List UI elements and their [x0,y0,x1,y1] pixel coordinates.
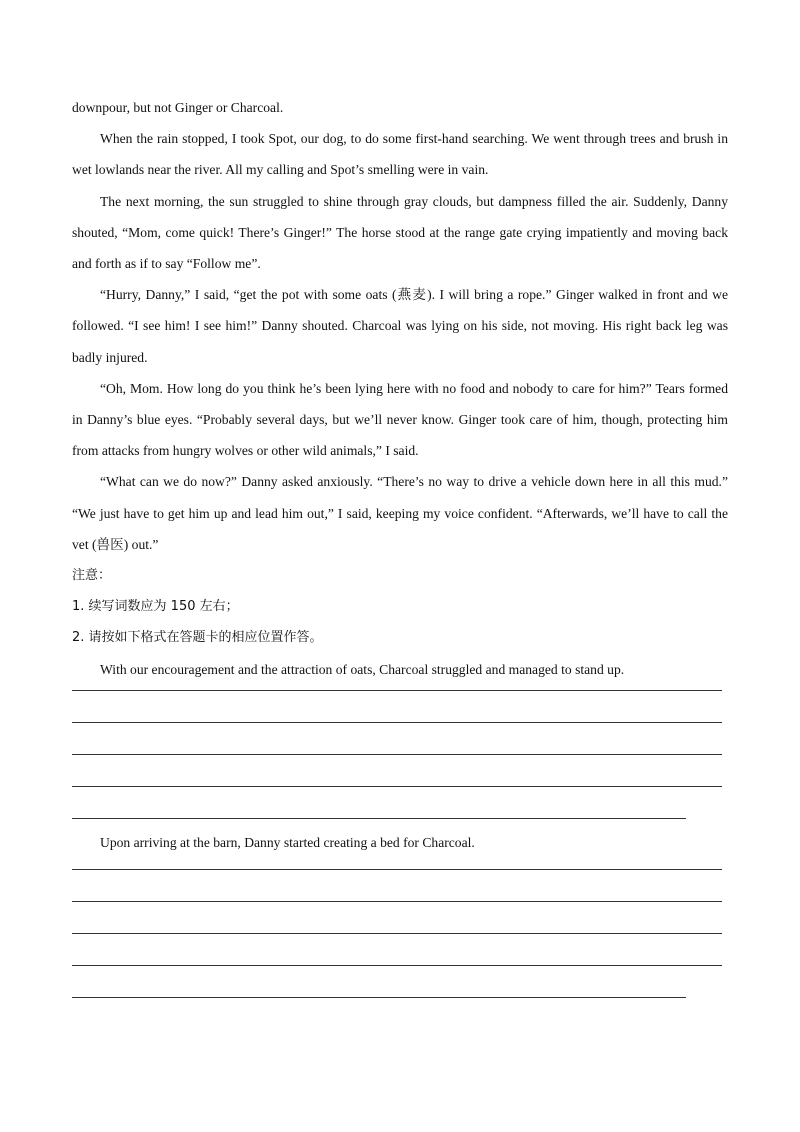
answer-line[interactable] [72,901,722,902]
document-page [72,92,728,998]
answer-line[interactable] [72,818,686,819]
paragraph-next-morning: The next morning, the sun struggled to shine through gray clouds, but dampness filled the air. Suddenly, Danny shouted, “Mom, come quick! There’s Ginger!” The horse stood at the range gate crying impatiently and moving back and forth as if to say “Follow me”. [72,193,728,272]
notes-heading: 注意： [72,568,112,584]
answer-line[interactable] [72,754,722,755]
answer-line[interactable] [72,722,722,723]
answer-line[interactable] [72,786,722,787]
paragraph-oh-mom: “Oh, Mom. How long do you think he’s been lying here with no food and nobody to care for him?” Tears formed in Danny’s blue eyes. “Probably several days, but we’ll never know. Ginger took care of him, though, protecting him from attacks from hungry wolves or other wild animals,” I said. [72,380,728,459]
paragraph-hurry-danny: “Hurry, Danny,” I said, “get the pot with some oats (燕麦). I will bring a rope.” Ginger walked in front and we followed. “I see him! I see him!” Danny shouted. Charcoal was lying on his side, not moving. His right back leg was badly injured. [72,287,728,365]
note-item-word-count: 1. 续写词数应为 150 左右； [72,599,239,615]
note-item-format: 2. 请按如下格式在答题卡的相应位置作答。 [72,630,323,646]
answer-line[interactable] [72,869,722,870]
paragraph-what-can-we-do: “What can we do now?” Danny asked anxiously. “There’s no way to drive a vehicle down here in all this mud.” “We just have to get him up and lead him out,” I said, keeping my voice confident. “Afterwards, we’ll have to call the vet (兽医) out.” [72,474,728,552]
answer-lines-second [72,869,728,998]
prompt-second-paragraph: Upon arriving at the barn, Danny started creating a bed for Charcoal. [100,834,475,850]
answer-line[interactable] [72,965,722,966]
paragraph-continuation: downpour, but not Ginger or Charcoal. [72,100,284,115]
prompt-first-paragraph: With our encouragement and the attraction of oats, Charcoal struggled and managed to stand up. [100,661,625,677]
answer-line[interactable] [72,933,722,934]
answer-line[interactable] [72,690,722,691]
answer-line[interactable] [72,997,686,998]
paragraph-rain-stopped: When the rain stopped, I took Spot, our dog, to do some first-hand searching. We went through trees and brush in wet lowlands near the river. All my calling and Spot’s smelling were in vain. [72,131,728,178]
answer-lines-first [72,690,728,819]
